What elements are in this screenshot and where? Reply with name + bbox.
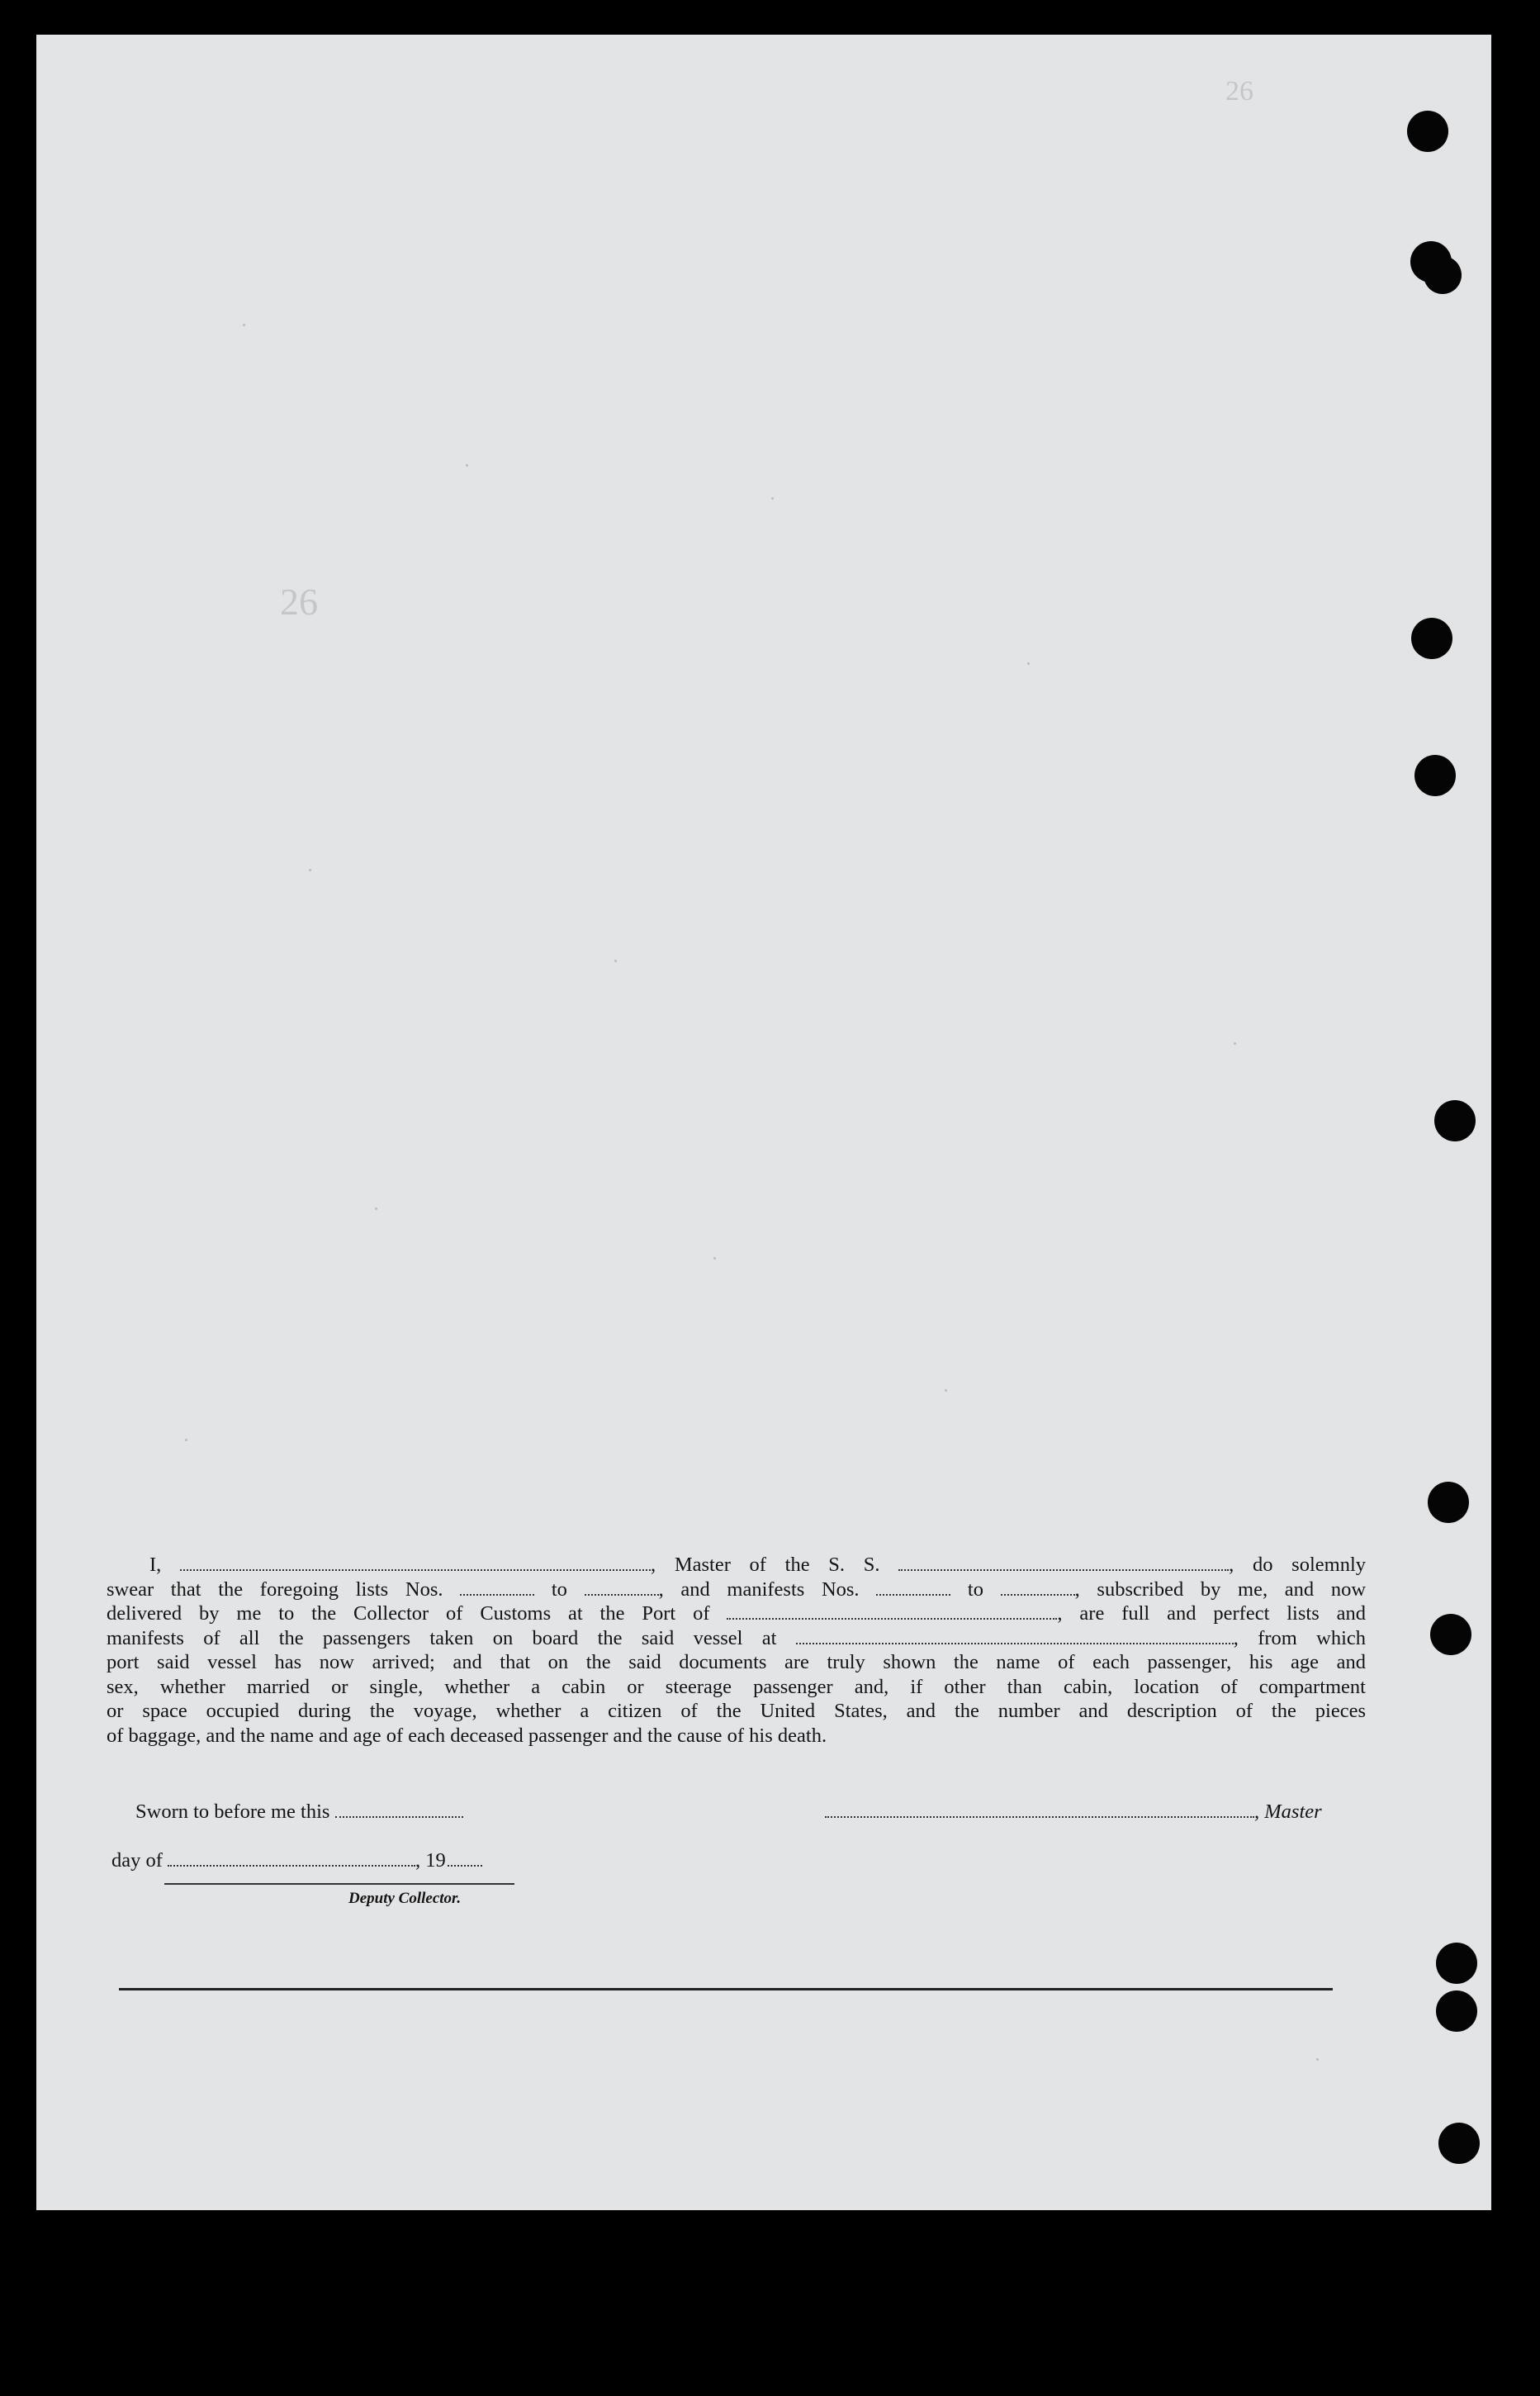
binder-hole bbox=[1438, 2123, 1480, 2164]
oath-line: manifests of all the passengers taken on board the said vessel at , from which bbox=[107, 1626, 1367, 1649]
speck bbox=[1027, 662, 1030, 665]
master-name-field[interactable] bbox=[180, 1554, 651, 1571]
lists-from-field[interactable] bbox=[460, 1579, 534, 1596]
port-field[interactable] bbox=[727, 1603, 1057, 1620]
oath-line: sex, whether married or single, whether a cabin or steerage passenger and, if other than cabin, location of compartment bbox=[107, 1675, 1366, 1698]
master-signature-field[interactable] bbox=[825, 1801, 1254, 1818]
bottom-rule bbox=[119, 1988, 1333, 1990]
binder-hole bbox=[1411, 618, 1452, 659]
binder-hole bbox=[1428, 1482, 1469, 1523]
deputy-collector-label: Deputy Collector. bbox=[348, 1890, 462, 1907]
speck bbox=[771, 497, 774, 500]
oath-paragraph bbox=[107, 1553, 1366, 1748]
oath-line: of baggage, and the name and age of each deceased passenger and the cause of his death. bbox=[107, 1724, 827, 1747]
month-field[interactable] bbox=[168, 1850, 415, 1867]
binder-hole bbox=[1407, 111, 1448, 152]
master-signature-line: , Master bbox=[825, 1801, 1322, 1824]
lists-to-field[interactable] bbox=[585, 1579, 659, 1596]
bleed-through-number: 26 bbox=[280, 581, 318, 623]
bleed-through-number: 26 bbox=[1225, 76, 1253, 107]
speck bbox=[1234, 1042, 1236, 1045]
binder-hole bbox=[1414, 755, 1456, 796]
binder-hole bbox=[1430, 1614, 1471, 1655]
binder-hole bbox=[1424, 256, 1462, 294]
speck bbox=[945, 1389, 947, 1392]
manifests-to-field[interactable] bbox=[1001, 1579, 1075, 1596]
vessel-name-field[interactable] bbox=[898, 1554, 1229, 1571]
speck bbox=[185, 1439, 187, 1441]
speck bbox=[243, 324, 245, 326]
speck bbox=[466, 464, 468, 467]
binder-hole bbox=[1434, 1100, 1476, 1141]
oath-line: or space occupied during the voyage, whether a citizen of the United States, and the number and description of the pieces bbox=[107, 1700, 1366, 1722]
manifests-from-field[interactable] bbox=[876, 1579, 950, 1596]
sworn-line: Sworn to before me this bbox=[135, 1801, 463, 1824]
oath-line: delivered by me to the Collector of Customs at the Port of , are full and perfect lists and bbox=[107, 1602, 1367, 1625]
oath-line: I, , Master of the S. S. , do solemnly bbox=[149, 1554, 1367, 1576]
document-page bbox=[36, 35, 1491, 2210]
oath-line: port said vessel has now arrived; and that on the said documents are truly shown the name of each passenger, his age and bbox=[107, 1651, 1366, 1673]
speck bbox=[614, 960, 617, 962]
speck bbox=[309, 869, 311, 871]
day-of-line: day of , 19 bbox=[111, 1849, 482, 1872]
oath-line: swear that the foregoing lists Nos. to , and manifests Nos. to , subscribed by me, and now bbox=[107, 1578, 1367, 1601]
year-field[interactable] bbox=[448, 1850, 482, 1867]
speck bbox=[1316, 2058, 1319, 2061]
binder-hole bbox=[1436, 1943, 1477, 1984]
deputy-signature-line[interactable] bbox=[164, 1883, 514, 1885]
boarding-port-field[interactable] bbox=[796, 1628, 1234, 1644]
speck bbox=[375, 1207, 377, 1210]
sworn-date-field[interactable] bbox=[335, 1801, 463, 1818]
binder-hole bbox=[1436, 1990, 1477, 2032]
speck bbox=[713, 1257, 716, 1260]
